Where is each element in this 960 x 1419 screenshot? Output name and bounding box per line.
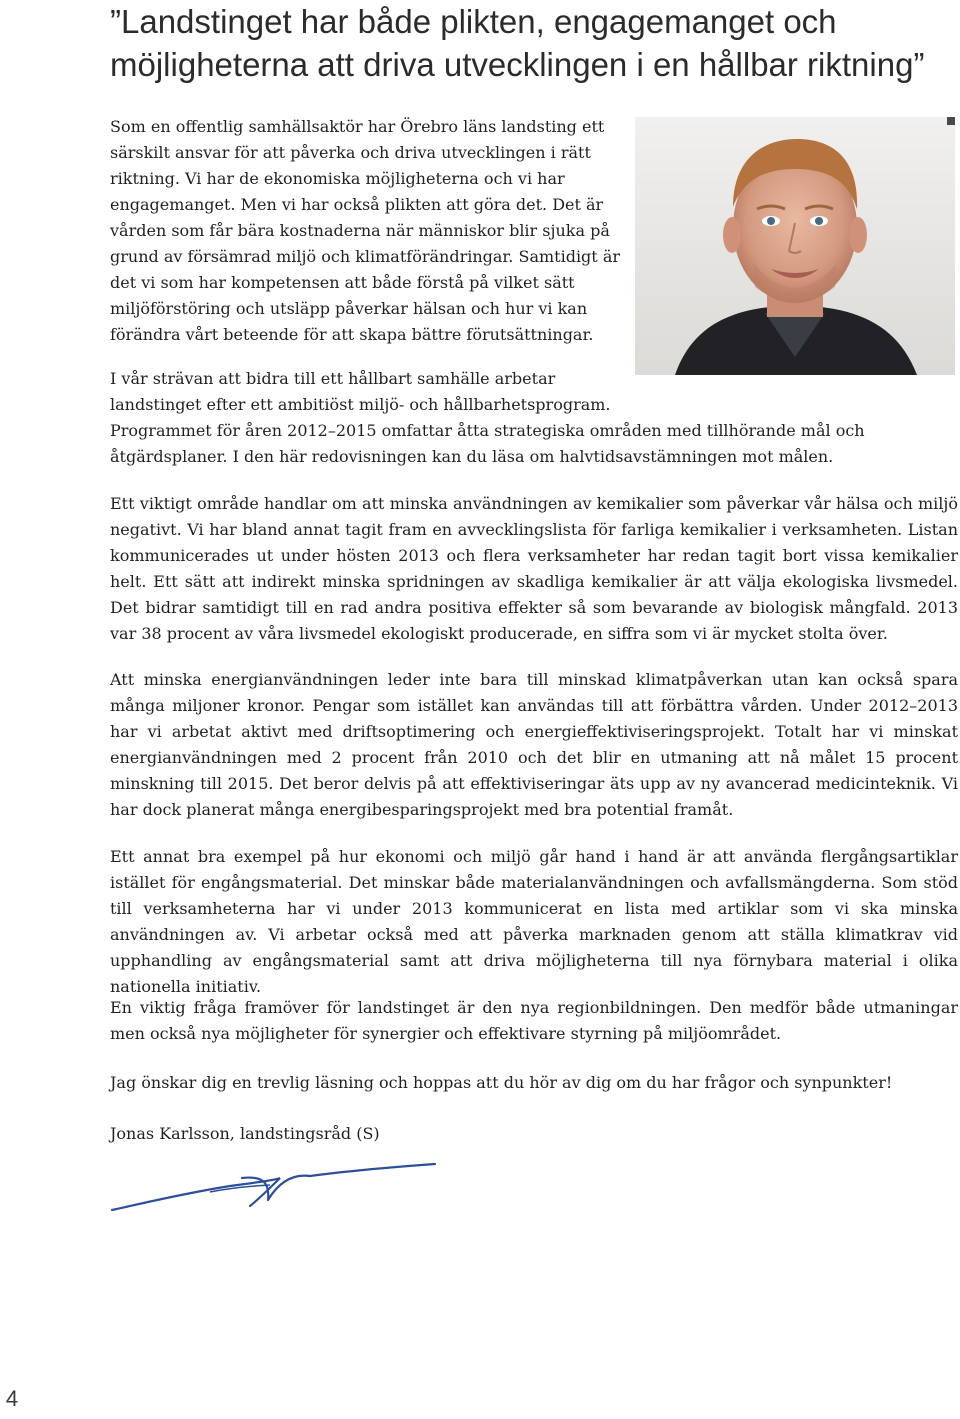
body-paragraph-reusables: Ett annat bra exempel på hur ekonomi och miljö går hand i hand är att använda flergångsartiklar istället för engångsmaterial. Det minskar både materialanvändningen och avfallsmängderna. Som stöd till verksamheterna har vi under 2013 kommunicerat en lista med artiklar som vi ska minska användningen av. Vi arbetar också med att påverka marknaden genom att ställa klimatkrav vid upphandling av engångsmaterial samt att driva möjligheterna till nya förnybara material i olika nationella initiativ. (110, 847, 958, 996)
page-heading (110, 0, 950, 86)
portrait-photo (635, 117, 955, 375)
body-paragraph-chemicals: Ett viktigt område handlar om att minska användningen av kemikalier som påverkar vår hälsa och miljö negativt. Vi har bland annat tagit fram en avvecklingslista för farliga kemikalier i verksamheten. Listan kommunicerades ut under hösten 2013 och flera verksamheter har redan tagit bort vissa kemikalier helt. Ett sätt att indirekt minska spridningen av skadliga kemikalier är att välja ekologiska livsmedel. Det bidrar samtidigt till en rad andra positiva effekter så som bevarande av biologisk mångfald. 2013 var 38 procent av våra livsmedel ekologiskt producerade, en siffra som vi är mycket stolta över. (110, 494, 958, 643)
page-number: 4 (5, 1386, 19, 1411)
heading-line-2: möjligheterna att driva utvecklingen i en hållbar riktning” (110, 46, 925, 83)
body-paragraph-closing: Jag önskar dig en trevlig läsning och hoppas att du hör av dig om du har frågor och synpunkter! (110, 1073, 893, 1092)
intro-paragraph-2-full: Programmet för åren 2012–2015 omfattar åtta strategiska områden med tillhörande mål och åtgärdsplaner. I den här redovisningen kan du läsa om halvtidsavstämningen mot målen. (110, 421, 865, 466)
body-paragraph-energy: Att minska energianvändningen leder inte bara till minskad klimatpåverkan utan kan också spara många miljoner kronor. Pengar som istället kan användas till att förbättra vården. Under 2012–2013 har vi arbetat aktivt med driftsoptimering och energieffektiviseringsprojekt. Totalt har vi minskat energianvändningen med 2 procent från 2010 och det blir en utmaning att nå målet 15 procent minskning till 2015. Det beror delvis på att effektiviseringar äts upp av ny avancerad medicinteknik. Vi har dock planerat många energibesparingsprojekt med bra potential framåt. (110, 670, 958, 819)
signoff-name: Jonas Karlsson, landstingsråd (S) (110, 1124, 380, 1143)
intro-paragraph-2-narrow: I vår strävan att bidra till ett hållbart samhälle arbetar landstinget efter ett ambitiöst miljö- och hållbarhetsprogram. (110, 369, 611, 414)
handwritten-signature (110, 1160, 440, 1220)
heading-line-1: ”Landstinget har både plikten, engagemanget och (110, 3, 837, 40)
body-paragraph-region: En viktig fråga framöver för landstinget är den nya regionbildningen. Den medför både utmaningar men också nya möjligheter för synergier och effektivare styrning på miljöområdet. (110, 998, 958, 1043)
intro-paragraph-1: Som en offentlig samhällsaktör har Örebro läns landsting ett särskilt ansvar för att påverka och driva utvecklingen i rätt riktning. Vi har de ekonomiska möjligheterna och vi har engagemanget. Men vi har också plikten att göra det. Det är vården som får bära kostnaderna när människor blir sjuka på grund av försämrad miljö och klimatförändringar. Samtidigt är det vi som har kompetensen att både förstå på vilket sätt miljöförstöring och utsläpp påverkar hälsan och hur vi kan förändra vårt beteende för att skapa bättre förutsättningar. (110, 117, 620, 344)
